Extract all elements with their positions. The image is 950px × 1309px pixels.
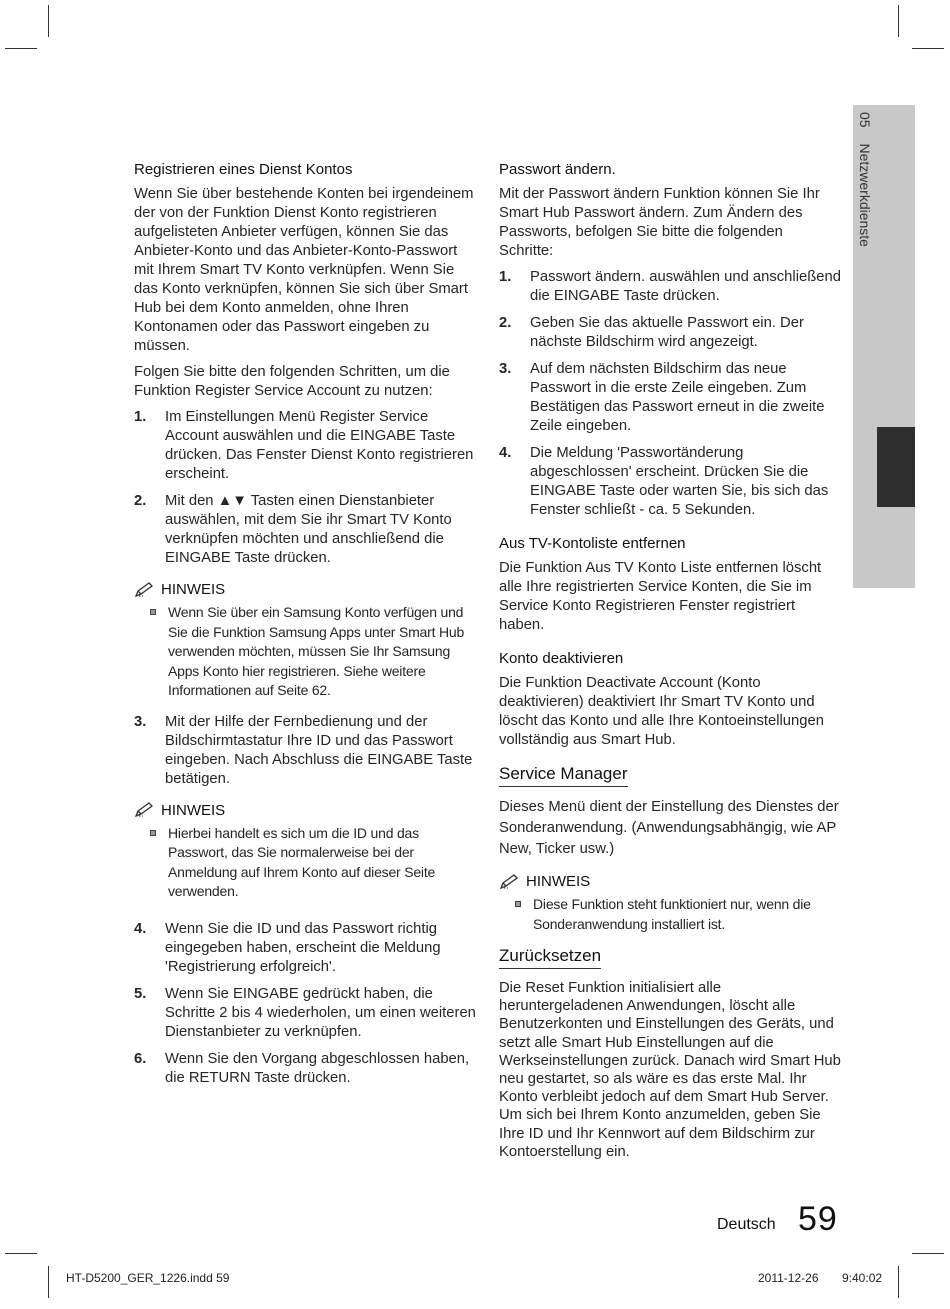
list-item: 6. Wenn Sie den Vorgang abgeschlossen haben, die RETURN Taste drücken. (134, 1050, 470, 1086)
crop-mark (898, 1266, 899, 1298)
crop-mark (5, 1253, 37, 1254)
pencil-icon (134, 802, 156, 818)
footer-language: Deutsch (717, 1216, 776, 1233)
note-item: Diese Funktion steht funktioniert nur, wenn die Sonderanwendung installiert ist. (499, 895, 841, 934)
crop-mark (5, 48, 37, 49)
deactivate-text: Die Funktion Deactivate Account (Konto deaktivieren) deaktiviert Ihr Smart TV Konto und löscht das Konto und alle Ihre Kontoeinstellungen vollständig aus Smart Hub. (499, 675, 824, 748)
remove-text: Die Funktion Aus TV Konto Liste entfernen löscht alle Ihre registrierten Service Konten, die Sie im Service Konto Registrieren Fenster registriert haben. (499, 560, 822, 633)
list-item: 1. Im Einstellungen Menü Register Service Account auswählen und die EINGABE Taste drücken. Das Fenster Dienst Konto registrieren erscheint. (134, 409, 474, 482)
section-title-service-manager: Service Manager (499, 764, 628, 787)
service-manager-text: Dieses Menü dient der Einstellung des Dienstes der Sonderanwendung. (Anwendungsabhängig, wie AP New, Ticker usw.) (499, 799, 839, 857)
password-steps (499, 268, 841, 520)
key-name: EINGABE (530, 483, 596, 499)
note-item: Hierbei handelt es sich um die ID und das Passwort, das Sie normalerweise bei der Anmeldung auf Ihrem Konto auf dieser Seite verwenden. (134, 824, 480, 902)
note-heading: HINWEIS (134, 801, 480, 820)
crop-mark (912, 48, 944, 49)
list-item: 2. Mit den ▲▼ Tasten einen Dienstanbieter auswählen, mit dem Sie ihr Smart TV Konto verknüpfen möchten und anschließend die EINGABE Taste drücken. (134, 493, 452, 566)
slug-time: 9:40:02 (842, 1271, 883, 1285)
chapter-number: 05 (857, 112, 873, 128)
section-title-register: Registrieren eines Dienst Kontos (134, 161, 353, 178)
reset-text: Die Reset Funktion initialisiert alle heruntergeladenen Anwendungen, löscht alle Benutzerkonten und Einstellungen des Geräts, und setzt alle Smart Hub Einstellungen auf die Werkseinstellungen zurück. Danach wird Smart Hub neu gestartet, so als wäre es das erste Mal. Ihr Konto verbleibt jedoch auf dem Smart Hub Server. Um sich bei Ihrem Konto anzumelden, geben Sie Ihre ID und Ihr Kennwort auf dem Bildschirm zur Kontoerstellung ein. (499, 980, 841, 1160)
note-item: Wenn Sie über ein Samsung Konto verfügen und Sie die Funktion Samsung Apps unter Smart Hub verwenden möchten, müssen Sie Ihr Samsung Apps Konto hier registrieren. Siehe weitere Informationen auf Seite 62. (134, 603, 480, 701)
bullet-square-icon (515, 901, 521, 907)
password-intro: Mit der Passwort ändern Funktion können Sie Ihr Smart Hub Passwort ändern. Zum Ändern des Passworts, befolgen Sie bitte die folgenden Schritte: (499, 186, 820, 259)
list-item: 4. Die Meldung 'Passwortänderung abgeschlossen' erscheint. Drücken Sie die EINGABE Taste oder warten Sie, bis sich das Fenster schließt - ca. 5 Sekunden. (499, 445, 829, 518)
crop-mark (48, 5, 49, 37)
pencil-icon (134, 582, 156, 598)
left-column (134, 160, 480, 1096)
crop-mark (912, 1253, 944, 1254)
list-item: 2. Geben Sie das aktuelle Passwort ein. Der nächste Bildschirm wird angezeigt. (499, 315, 804, 350)
register-steps-final (134, 920, 480, 1088)
list-item: 3. Auf dem nächsten Bildschirm das neue Passwort in die erste Zeile eingeben. Zum Bestätigen das Passwort erneut in die zweite Zeile eingeben. (499, 361, 825, 434)
note-box (499, 872, 841, 934)
bullet-square-icon (150, 830, 156, 836)
key-name: EINGABE (233, 985, 299, 1002)
list-item: 1. Passwort ändern. auswählen und anschließend die EINGABE Taste drücken. (499, 269, 841, 304)
section-title-remove: Aus TV-Kontoliste entfernen (499, 535, 686, 552)
menu-name: Passwort ändern. (530, 269, 646, 285)
note-heading: HINWEIS (134, 580, 480, 599)
chapter-tab-marker (877, 427, 915, 507)
list-item: 3. Mit der Hilfe der Fernbedienung und der Bildschirmtastatur Ihre ID und das Passwort eingeben. Nach Abschluss die EINGABE Taste betätigen. (134, 713, 473, 787)
bullet-square-icon (150, 609, 156, 615)
key-name: RETURN (188, 1069, 251, 1086)
section-title-reset: Zurücksetzen (499, 946, 601, 969)
slug-filename: HT-D5200_GER_1226.indd 59 (66, 1271, 230, 1285)
key-name: EINGABE (165, 550, 231, 566)
key-name: EINGABE (350, 428, 416, 444)
note-box (134, 580, 480, 701)
crop-mark (48, 1266, 49, 1298)
pencil-icon (499, 874, 521, 890)
list-item: 4. Wenn Sie die ID und das Passwort richtig eingegeben haben, erscheint die Meldung 'Registrierung erfolgreich'. (134, 920, 441, 975)
chapter-title: Netzwerkdienste (857, 143, 873, 247)
key-name: EINGABE (367, 751, 434, 768)
list-item: 5. Wenn Sie EINGABE gedrückt haben, die Schritte 2 bis 4 wiederholen, um einen weiteren Dienstanbieter zu verknüpfen. (134, 985, 476, 1040)
section-title-password: Passwort ändern. (499, 161, 616, 178)
note-heading: HINWEIS (499, 872, 841, 891)
crop-mark (898, 5, 899, 37)
page-number: 59 (798, 1200, 838, 1238)
note-box (134, 801, 480, 902)
register-intro-2: Folgen Sie bitte den folgenden Schritten, um die Funktion Register Service Account zu nutzen: (134, 364, 450, 399)
section-title-deactivate: Konto deaktivieren (499, 650, 624, 667)
register-intro: Wenn Sie über bestehende Konten bei irgendeinem der von der Funktion Dienst Konto registrieren aufgelisteten Anbieter verfügen, können Sie das Anbieter-Konto und das Anbieter-Konto-Passwort mit Ihrem Smart TV Konto verknüpfen. Wenn Sie das Konto verknüpfen, können Sie sich über Smart Hub bei dem Konto anmelden, ohne Ihren Kontonamen oder das Passwort eingeben zu müssen. (134, 186, 474, 354)
slug-date: 2011-12-26 (758, 1271, 819, 1285)
register-steps-continued (134, 713, 480, 789)
chapter-label (853, 112, 877, 312)
key-name: EINGABE (553, 288, 620, 304)
right-column (499, 160, 841, 1168)
register-steps (134, 408, 480, 568)
